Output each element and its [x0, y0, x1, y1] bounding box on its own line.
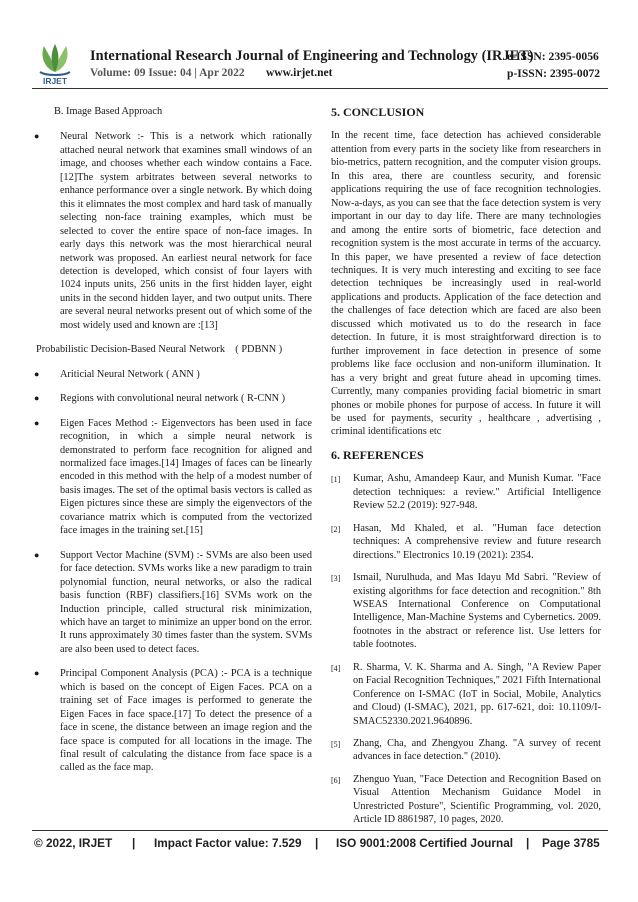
list-item: ● Regions with convolutional neural network ( R-CNN ) [34, 393, 286, 405]
bullet-icon: ● [34, 393, 40, 404]
conclusion-paragraph: In the recent time, face detection has achieved considerable attention from every parts in the society like from researchers in bio-metrics, pattern recognition, and the computer vision groups. In this area, there are countless security, and forensic applications requiring the use of face recognition technologies. Now-a-days, as you can see that the face detection system is very important in our day to day life. There are many technologies and among the entire sorts of biometric, face detection and recognition system is the most accurate in terms of the accuarcy. In this paper, we have presented a review of face detection techniques. It is very much interesting and exciting to see face detection techniques be increasingly used in real-world applications and products. Application of the face detection and the challenges of face detection which are faced are also been discussed which motivated us to do the research in face detection. In future, it is most straightforward direction is to further improvement in face detection in presence of some problems like face occlusion and non-uniform illumination. It has a very bright and great future ahead in upcoming times. Currently, many companies providing facial biometric in smart phones or mobile phones for purpose of access. In future it will be used for payments, security , healthcare , advertising , criminal identifications etc [331, 130, 601, 438]
e-issn: e-ISSN: 2395-0056 [507, 50, 599, 63]
bullet-icon: ● [34, 549, 40, 560]
bullet-icon: ● [34, 368, 40, 379]
subsection-heading: B. Image Based Approach [54, 106, 163, 117]
reference-item: [5] Zhang, Cha, and Zhengyou Zhang. "A survey of recent advances in face detection." (2010). [331, 738, 601, 763]
reference-item: [3] Ismail, Nurulhuda, and Mas Idayu Md Sabri. "Review of existing algorithms for face detection and recognition." 8th WSEAS International Conference on Computational Intelligence, Man-Machine Systems and Cybernetics. 2009. footnotes in the abstract or reference list. Use letters for table footnotes. [331, 572, 601, 651]
conclusion-heading: 5. CONCLUSION [331, 105, 425, 119]
footer-separator: | [526, 836, 530, 850]
footer-impact-factor: Impact Factor value: 7.529 [154, 836, 302, 850]
journal-website-link[interactable]: www.irjet.net [266, 67, 333, 79]
irjet-logo [34, 42, 76, 86]
pdbnn-line: Probabilistic Decision-Based Neural Network ( PDBNN ) [36, 344, 283, 356]
reference-item: [2] Hasan, Md Khaled, et al. "Human face detection techniques: A comprehensive review and future research directions." Electronics 10.19 (2021): 2354. [331, 522, 601, 561]
svg-text:IRJET: IRJET [42, 76, 68, 86]
reference-item: [1] Kumar, Ashu, Amandeep Kaur, and Munish Kumar. "Face detection techniques: a review." Artificial Intelligence Review 52.2 (2019): 927-948. [331, 473, 601, 512]
reference-item: [4] R. Sharma, V. K. Sharma and A. Singh, "A Review Paper on Facial Recognition Techniques," 2021 Fifth International Conference on I-SMAC (IoT in Social, Mobile, Analytics and Cloud) (I-SMAC), 2021, pp. 617-621, doi: 10.1109/I-SMAC52330.2021.9640896. [331, 661, 601, 727]
footer-page-number: Page 3785 [542, 836, 600, 850]
footer-divider [32, 830, 608, 831]
left-column [34, 104, 312, 786]
bullet-icon: ● [34, 417, 40, 428]
volume-issue: Volume: 09 Issue: 04 | Apr 2022 [90, 67, 245, 79]
list-item: ● Support Vector Machine (SVM) :- SVMs are also been used for face detection. SVMs works like a new paradigm to train polynomial function, neural networks, or also the radical basis function (RBF) classifiers.[16] SVMs work on the Induction principle, called structural risk minimization, which have an target to minimize an upper bond on the error. It runs approximately 30 times faster than the system. SVMs are also been used to detect faces. [34, 549, 312, 655]
reference-item: [6] Zhenguo Yuan, "Face Detection and Recognition Based on Visual Attention Mechanism Guidance Model in Unrestricted Posture", Scientific Programming, vol. 2020, Article ID 8861987, 10 pages, 2020. [331, 773, 601, 826]
references-heading: 6. REFERENCES [331, 447, 424, 462]
page-footer [0, 836, 638, 858]
list-item: ● Ariticial Neural Network ( ANN ) [34, 368, 200, 380]
journal-title: International Research Journal of Engineering and Technology (IRJET) [90, 48, 534, 64]
bullet-icon: ● [34, 131, 40, 142]
footer-iso: ISO 9001:2008 Certified Journal [336, 836, 514, 850]
bullet-icon: ● [34, 668, 40, 679]
footer-separator: | [132, 836, 136, 850]
footer-copyright: © 2022, IRJET [34, 836, 113, 850]
footer-separator: | [315, 836, 319, 850]
p-issn: p-ISSN: 2395-0072 [507, 67, 601, 80]
list-item: ● Neural Network :- This is a network which rationally attached neural network that examines small windows of an image, and chooses whether each window contains a Face.[12]The system arbitrates between several networks to enhance performance over a single network. By which doing this it elimnates the most complex and hard task of manually selecting non-face training examples, which must be selected to cover the entire space of non-face images. In early days this network was the most hierarchical neural network was proposed. An earliest neural network for face detection is developed, which consist of four layers with 1024 inputs units, 256 units in the first hidden layer, eight units in the second hidden layer, and two output units. There are several neural networks present out of which some of the most widely used and known are :[13] [34, 131, 312, 331]
header-divider [32, 88, 608, 89]
right-column [331, 104, 601, 836]
list-item: ● Principal Component Analysis (PCA) :- PCA is a technique which is based on the concept of Eigen Faces. PCA on a training set of Face images is performed to generate the Eigen Faces in face space.[17] To detect the presence of a face in scene, the distance between an image region and the face space is computed for all locations in the image. The final result of calculating the distance from face space is a called as the face map. [34, 668, 312, 774]
page-header [0, 0, 638, 92]
list-item: ● Eigen Faces Method :- Eigenvectors has been used in face recognition, in which a simple neural network is demonstrated to perform face recognition for aligned and normalized face images.[14] Images of faces can be linearly encoded in this method with the help of a modest number of basis images. The set of the optimal basis vectors is called as Eigen pictures since these are simply the eigenvectors of the covariance matrix which is computed from the vectorized face images in the training set.[15] [34, 417, 312, 537]
